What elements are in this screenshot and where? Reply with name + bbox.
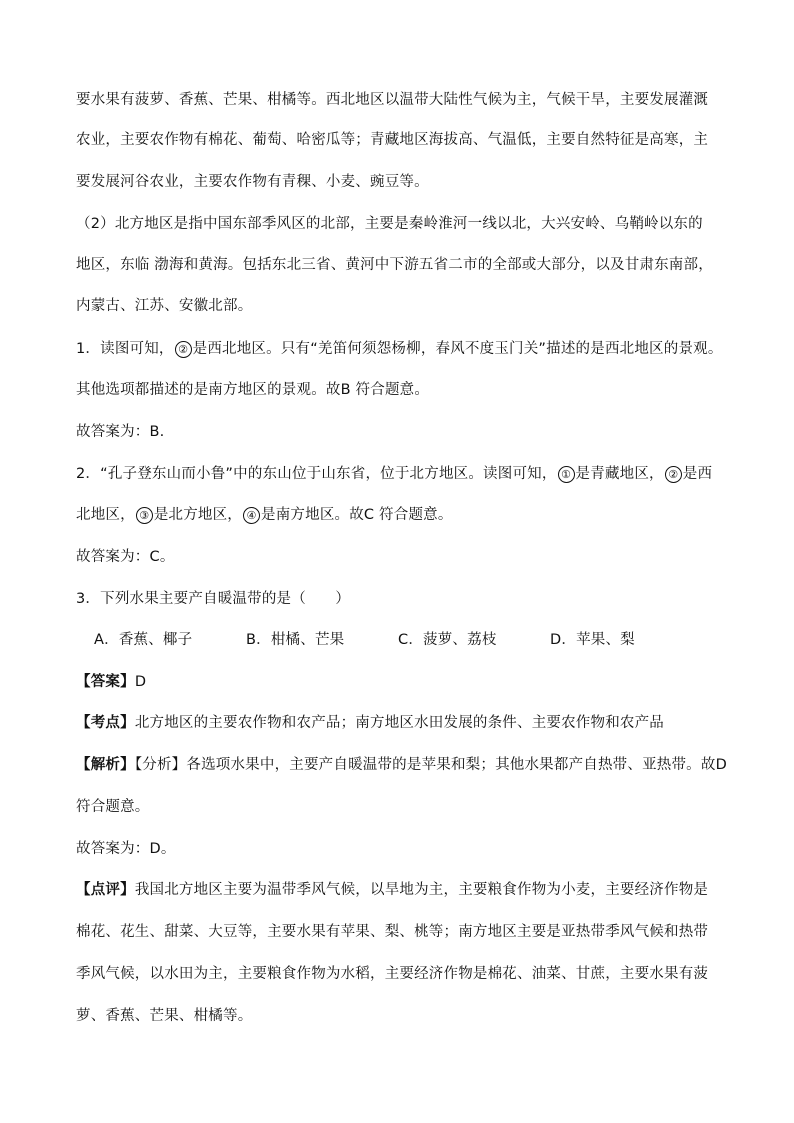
q3-options — [94, 628, 744, 649]
dianping-line: 棉花、花生、甜菜、大豆等，主要水果有苹果、梨、桃等；南方地区主要是亚热带季风气候和热带 — [76, 924, 709, 940]
q2-text: 是北方地区， — [153, 507, 243, 523]
q2-answer: 故答案为：C。 — [76, 549, 175, 565]
option-b: B．柑橘、芒果 — [246, 632, 345, 648]
answer-tag: 【答案】 — [76, 674, 135, 690]
jiexi-tag: 【解析】 — [76, 757, 135, 773]
text-line: 内蒙古、江苏、安徽北部。 — [76, 298, 253, 314]
q3-dianping — [76, 878, 726, 899]
answer-value: D — [134, 674, 147, 690]
q3-jiexi — [76, 753, 726, 774]
fenxi-tag: 【分析】 — [134, 757, 187, 773]
dianping-line: 季风气候，以水田为主，主要粮食作物为水稻，主要经济作物是棉花、油菜、甘蔗，主要水果有菠 — [76, 966, 709, 982]
q3-final: 故答案为：D。 — [76, 841, 176, 857]
jiexi-text: 各选项水果中，主要产自暖温带的是苹果和梨；其他水果都产自热带、亚热带。故D — [186, 757, 727, 773]
text-line: 农业，主要农作物有棉花、葡萄、哈密瓜等；青藏地区海拔高、气温低，主要自然特征是高寒，主 — [76, 132, 709, 148]
q1-line-1 — [76, 337, 726, 358]
option-a: A．香蕉、椰子 — [94, 632, 193, 648]
kaodian-text: 北方地区的主要农作物和农产品；南方地区水田发展的条件、主要农作物和农产品 — [134, 715, 665, 731]
q3-answer — [76, 670, 726, 691]
q2-text: 北地区， — [76, 507, 135, 523]
q2-text: 2．“孔子登东山而小鲁”中的东山位于山东省，位于北方地区。读图可知， — [76, 466, 557, 482]
q2-text: 是南方地区。故C 符合题意。 — [261, 507, 453, 523]
text-line: 要发展河谷农业，主要农作物有青稞、小麦、豌豆等。 — [76, 174, 429, 190]
circled-number: ① — [558, 466, 575, 483]
option-d: D．苹果、梨 — [550, 632, 635, 648]
q2-line-1 — [76, 462, 726, 483]
q3-kaodian — [76, 711, 726, 732]
kaodian-tag: 【考点】 — [76, 715, 135, 731]
circled-number: ② — [175, 341, 192, 358]
option-c: C．菠萝、荔枝 — [398, 632, 497, 648]
q2-line-2 — [76, 503, 726, 524]
dianping-text: 我国北方地区主要为温带季风气候，以旱地为主，主要粮食作物为小麦，主要经济作物是 — [134, 882, 709, 898]
q2-text: 是西 — [682, 466, 713, 482]
text-line: （2）北方地区是指中国东部季风区的北部，主要是秦岭淮河一线以北，大兴安岭、乌鞘岭以东的 — [76, 216, 703, 232]
q1-answer: 故答案为：B. — [76, 424, 165, 440]
text-line: 地区，东临 渤海和黄海。包括东北三省、黄河中下游五省二市的全部或大部分，以及甘肃东南部， — [76, 257, 713, 273]
q3-stem: 3．下列水果主要产自暖温带的是（ ） — [76, 591, 351, 607]
dianping-tag: 【点评】 — [76, 882, 135, 898]
circled-number: ④ — [243, 507, 260, 524]
circled-number: ③ — [136, 507, 153, 524]
q2-text: 是青藏地区， — [575, 466, 664, 482]
circled-number: ② — [665, 466, 682, 483]
q3-jiexi-2: 符合题意。 — [76, 799, 150, 815]
q1-line-2: 其他选项都描述的是南方地区的景观。故B 符合题意。 — [76, 382, 430, 398]
text-line: 要水果有菠萝、香蕉、芒果、柑橘等。西北地区以温带大陆性气候为主，气候干旱，主要发展灌溉 — [76, 92, 709, 108]
q1-text: 是西北地区。只有“羌笛何须怨杨柳，春风不度玉门关”描述的是西北地区的景观。 — [192, 341, 723, 357]
dianping-line: 萝、香蕉、芒果、柑橘等。 — [76, 1008, 253, 1024]
q1-text: 1．读图可知， — [76, 341, 174, 357]
